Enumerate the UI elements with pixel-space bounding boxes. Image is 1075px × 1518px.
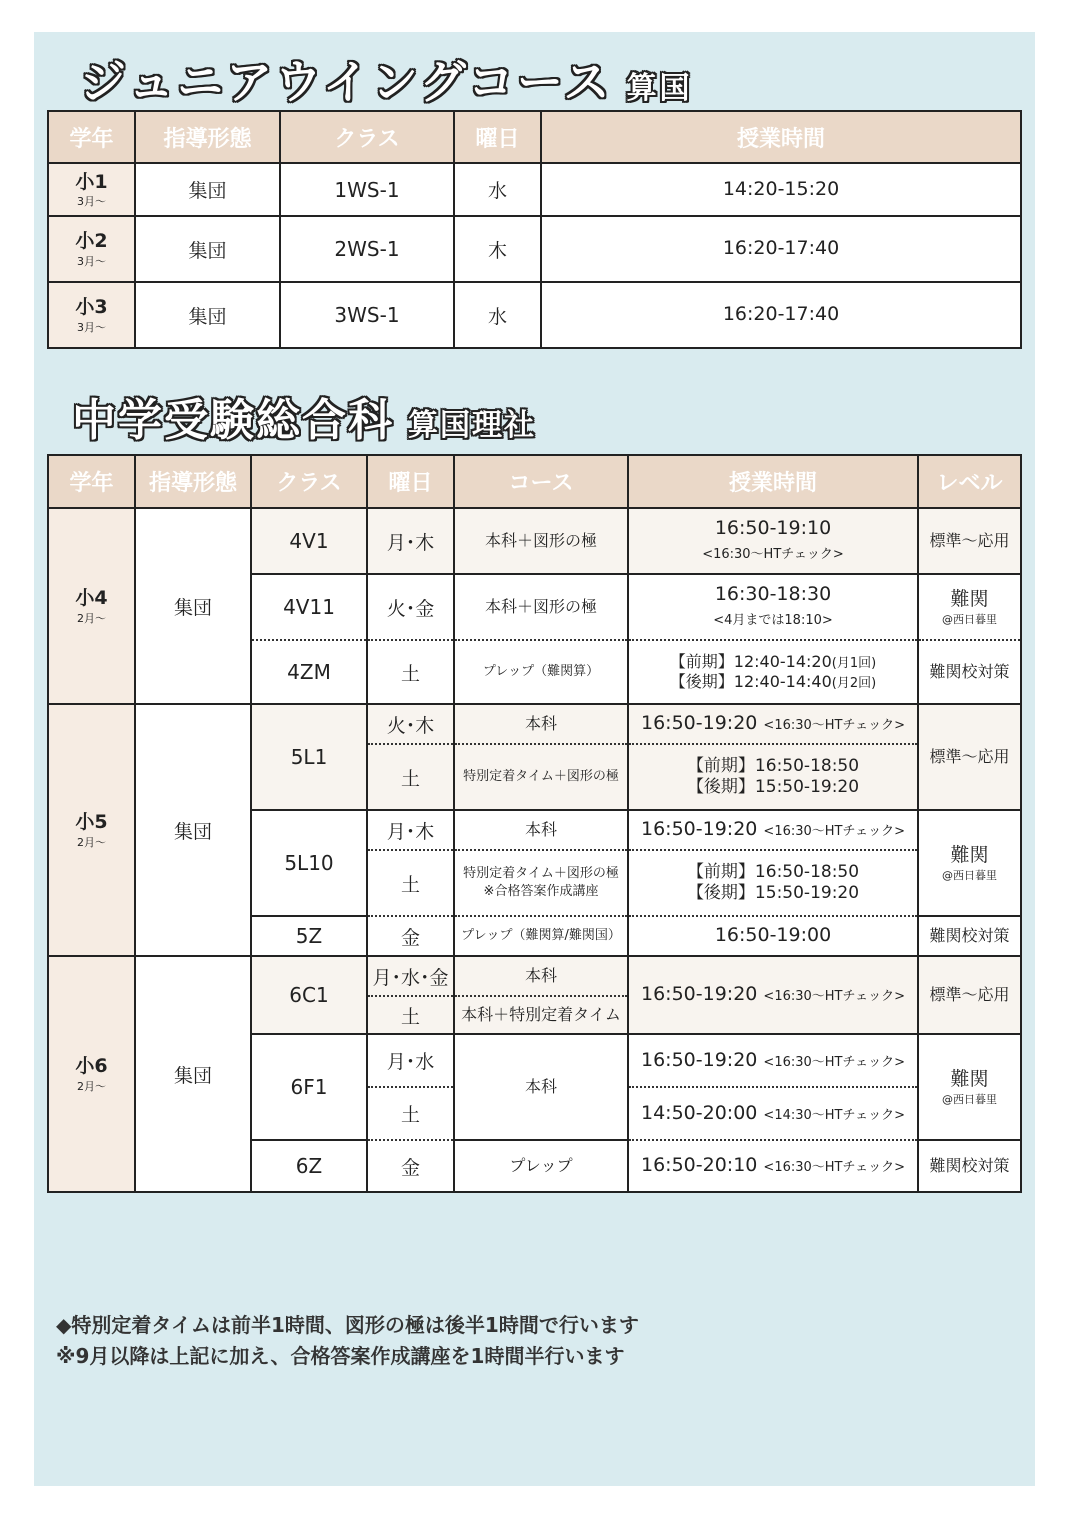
time-cell: 16:50-19:20 <16:30～HTチェック> xyxy=(628,810,918,850)
header-class: クラス xyxy=(251,455,367,508)
course-cell: 本科＋図形の極 xyxy=(454,508,628,574)
header-form: 指導形態 xyxy=(135,455,251,508)
table-row xyxy=(48,163,1021,216)
level-cell: 標準～応用 xyxy=(918,956,1021,1034)
level-cell: 難関 @西日暮里 xyxy=(918,1034,1021,1140)
class-cell: 4V1 xyxy=(251,508,367,574)
time-cell: 14:50-20:00 <14:30～HTチェック> xyxy=(628,1087,918,1140)
level-cell: 標準～応用 xyxy=(918,508,1021,574)
time-cell: 16:30-18:30 <4月までは18:10> xyxy=(628,574,918,640)
time-cell: 14:20-15:20 xyxy=(541,163,1021,216)
class-cell: 2WS-1 xyxy=(280,216,454,282)
junior-schedule-table xyxy=(47,110,1022,349)
header-time: 授業時間 xyxy=(541,111,1021,163)
day-cell: 火･金 xyxy=(367,574,454,640)
table-header-row xyxy=(48,455,1021,508)
course-cell: 本科 xyxy=(454,704,628,744)
course-cell: プレップ xyxy=(454,1140,628,1192)
day-cell: 土 xyxy=(367,850,454,916)
class-cell: 3WS-1 xyxy=(280,282,454,348)
level-cell: 難関校対策 xyxy=(918,640,1021,704)
class-cell: 6Z xyxy=(251,1140,367,1192)
level-cell: 難関 @西日暮里 xyxy=(918,574,1021,640)
day-cell: 土 xyxy=(367,640,454,704)
time-cell: 16:50-19:20 <16:30～HTチェック> xyxy=(628,704,918,744)
day-cell: 月･木 xyxy=(367,508,454,574)
day-cell: 水 xyxy=(454,163,541,216)
time-cell: 【前期】16:50-18:50 【後期】15:50-19:20 xyxy=(628,744,918,810)
header-grade: 学年 xyxy=(48,455,135,508)
class-cell: 5L1 xyxy=(251,704,367,810)
level-cell: 難関校対策 xyxy=(918,916,1021,956)
note-line: ※9月以降は上記に加え、合格答案作成講座を1時間半行います xyxy=(56,1344,625,1368)
exam-section-title: 中学受験総合科 算国理社 xyxy=(72,395,536,446)
day-cell: 土 xyxy=(367,1087,454,1140)
course-cell: 本科 xyxy=(454,1034,628,1140)
time-cell: 16:50-20:10 <16:30～HTチェック> xyxy=(628,1140,918,1192)
time-cell: 16:20-17:40 xyxy=(541,216,1021,282)
header-form: 指導形態 xyxy=(135,111,280,163)
note-line: ◆特別定着タイムは前半1時間、図形の極は後半1時間で行います xyxy=(56,1313,639,1337)
form-cell: 集団 xyxy=(135,282,280,348)
course-cell: 本科＋特別定着タイム xyxy=(454,996,628,1034)
footnotes xyxy=(56,1310,639,1372)
day-cell: 金 xyxy=(367,1140,454,1192)
form-cell: 集団 xyxy=(135,216,280,282)
day-cell: 木 xyxy=(454,216,541,282)
table-row xyxy=(48,216,1021,282)
course-cell: 本科 xyxy=(454,810,628,850)
form-cell: 集団 xyxy=(135,508,251,704)
class-cell: 1WS-1 xyxy=(280,163,454,216)
class-cell: 5L10 xyxy=(251,810,367,916)
header-day: 曜日 xyxy=(454,111,541,163)
course-cell: プレップ（難関算） xyxy=(454,640,628,704)
header-course: コース xyxy=(454,455,628,508)
grade-cell: 小4 2月～ xyxy=(48,508,135,704)
day-cell: 月･水 xyxy=(367,1034,454,1087)
class-cell: 6C1 xyxy=(251,956,367,1034)
header-class: クラス xyxy=(280,111,454,163)
form-cell: 集団 xyxy=(135,704,251,956)
grade-cell: 小2 3月～ xyxy=(48,216,135,282)
course-cell: プレップ（難関算/難関国） xyxy=(454,916,628,956)
class-cell: 4V11 xyxy=(251,574,367,640)
level-cell: 難関校対策 xyxy=(918,1140,1021,1192)
table-row xyxy=(48,508,1021,574)
class-cell: 5Z xyxy=(251,916,367,956)
course-cell: 本科 xyxy=(454,956,628,996)
time-cell: 16:50-19:10 <16:30～HTチェック> xyxy=(628,508,918,574)
grade-cell: 小5 2月～ xyxy=(48,704,135,956)
course-cell: 特別定着タイム＋図形の極 ※合格答案作成講座 xyxy=(454,850,628,916)
grade-cell: 小3 3月～ xyxy=(48,282,135,348)
class-cell: 4ZM xyxy=(251,640,367,704)
table-header-row xyxy=(48,111,1021,163)
level-cell: 標準～応用 xyxy=(918,704,1021,810)
junior-section-title: ジュニアウイングコース 算国 xyxy=(80,55,693,109)
table-row xyxy=(48,282,1021,348)
day-cell: 金 xyxy=(367,916,454,956)
header-time: 授業時間 xyxy=(628,455,918,508)
day-cell: 土 xyxy=(367,744,454,810)
form-cell: 集団 xyxy=(135,163,280,216)
time-cell: 16:50-19:20 <16:30～HTチェック> xyxy=(628,956,918,1034)
time-cell: 【前期】12:40-14:20(月1回) 【後期】12:40-14:40(月2回) xyxy=(628,640,918,704)
course-cell: 本科＋図形の極 xyxy=(454,574,628,640)
day-cell: 水 xyxy=(454,282,541,348)
day-cell: 月･木 xyxy=(367,810,454,850)
day-cell: 火･木 xyxy=(367,704,454,744)
grade-cell: 小6 2月～ xyxy=(48,956,135,1192)
time-cell: 16:50-19:20 <16:30～HTチェック> xyxy=(628,1034,918,1087)
day-cell: 土 xyxy=(367,996,454,1034)
grade-cell: 小1 3月～ xyxy=(48,163,135,216)
header-day: 曜日 xyxy=(367,455,454,508)
time-cell: 16:50-19:00 xyxy=(628,916,918,956)
class-cell: 6F1 xyxy=(251,1034,367,1140)
level-cell: 難関 @西日暮里 xyxy=(918,810,1021,916)
header-grade: 学年 xyxy=(48,111,135,163)
course-cell: 特別定着タイム＋図形の極 xyxy=(454,744,628,810)
exam-schedule-table xyxy=(47,454,1022,1193)
time-cell: 【前期】16:50-18:50 【後期】15:50-19:20 xyxy=(628,850,918,916)
header-level: レベル xyxy=(918,455,1021,508)
table-row xyxy=(48,956,1021,996)
form-cell: 集団 xyxy=(135,956,251,1192)
day-cell: 月･水･金 xyxy=(367,956,454,996)
time-cell: 16:20-17:40 xyxy=(541,282,1021,348)
table-row xyxy=(48,704,1021,744)
